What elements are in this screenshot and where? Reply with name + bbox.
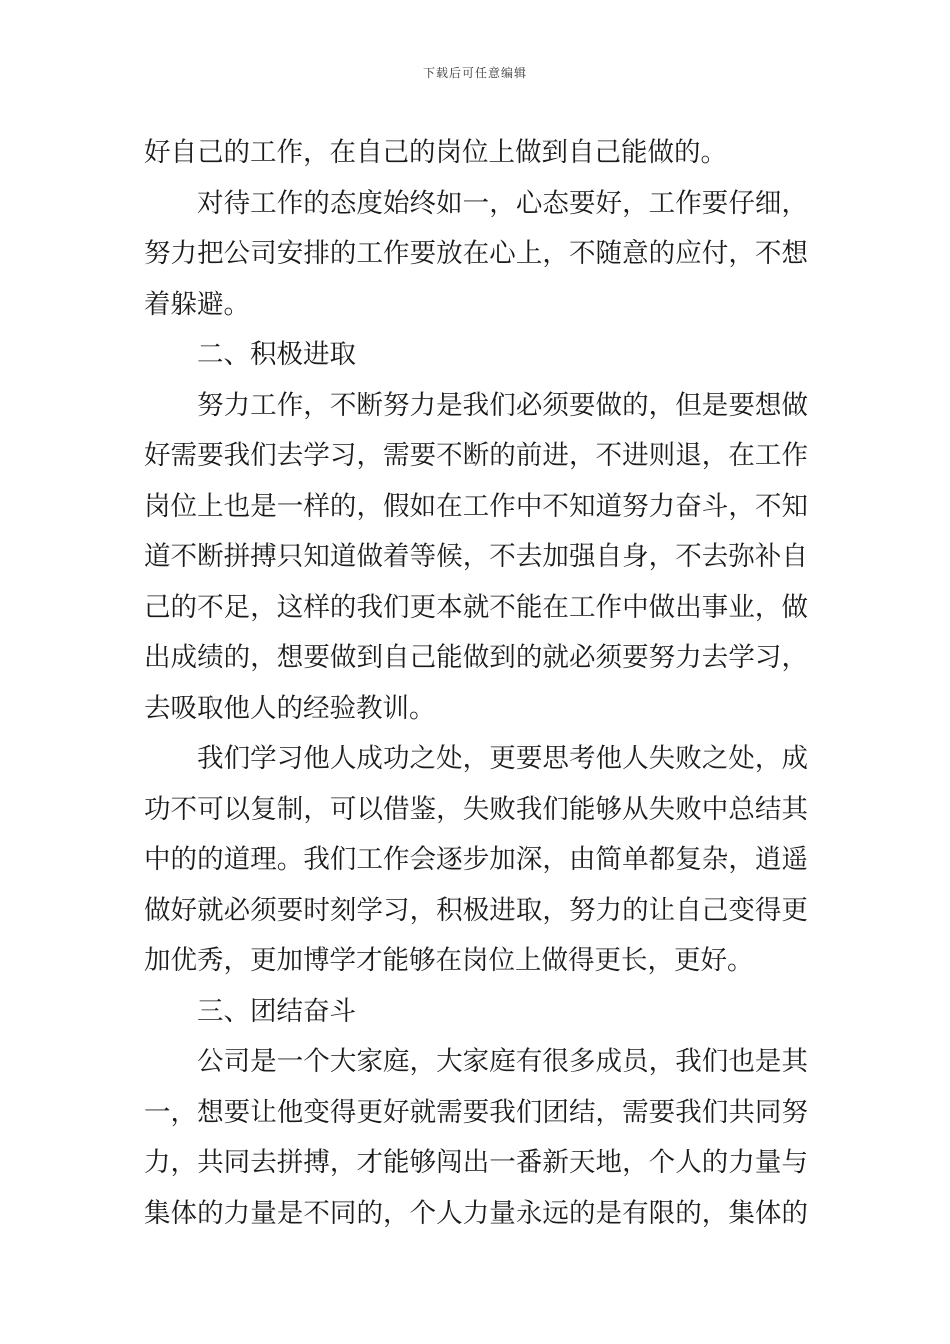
text-line: 对待工作的态度始终如一，心态要好，工作要仔细， bbox=[197, 187, 808, 219]
text-line: 集体的力量是不同的，个人力量永远的是有限的，集体的 bbox=[144, 1197, 808, 1229]
text-line: 好需要我们去学习，需要不断的前进，不进则退，在工作 bbox=[144, 440, 808, 471]
text-line: 岗位上也是一样的，假如在工作中不知道努力奋斗，不知 bbox=[144, 490, 808, 522]
text-line: 努力把公司安排的工作要放在心上，不随意的应付，不想 bbox=[144, 238, 808, 269]
text-line: 我们学习他人成功之处，更要思考他人失败之处，成 bbox=[197, 743, 808, 774]
text-line: 中的的道理。我们工作会逐步加深，由简单都复杂，逍遥 bbox=[144, 844, 808, 875]
text-line: 一，想要让他变得更好就需要我们团结，需要我们共同努 bbox=[144, 1096, 808, 1128]
text-line: 道不断拼搏只知道做着等候，不去加强自身，不去弥补自 bbox=[144, 541, 808, 572]
text-line: 己的不足，这样的我们更本就不能在工作中做出事业，做 bbox=[144, 591, 808, 623]
text-line: 去吸取他人的经验教训。 bbox=[144, 692, 436, 724]
text-line: 三、团结奋斗 bbox=[197, 995, 356, 1027]
text-line: 二、积极进取 bbox=[197, 339, 356, 370]
text-line: 力，共同去拼搏，才能够闯出一番新天地，个人的力量与 bbox=[144, 1147, 808, 1178]
body-text bbox=[144, 128, 808, 1239]
text-line: 努力工作，不断努力是我们必须要做的，但是要想做 bbox=[197, 389, 808, 421]
text-line: 做好就必须要时刻学习，积极进取，努力的让自己变得更 bbox=[144, 894, 808, 926]
text-line: 好自己的工作，在自己的岗位上做到自己能做的。 bbox=[144, 137, 727, 168]
text-line: 加优秀，更加博学才能够在岗位上做得更长，更好。 bbox=[144, 945, 754, 976]
text-line: 着躲避。 bbox=[144, 288, 250, 320]
header-note: 下载后可任意编辑 bbox=[422, 66, 527, 80]
text-line: 出成绩的，想要做到自己能做到的就必须要努力去学习， bbox=[144, 642, 808, 673]
text-line: 公司是一个大家庭，大家庭有很多成员，我们也是其 bbox=[197, 1046, 808, 1077]
text-line: 功不可以复制，可以借鉴，失败我们能够从失败中总结其 bbox=[144, 793, 808, 825]
